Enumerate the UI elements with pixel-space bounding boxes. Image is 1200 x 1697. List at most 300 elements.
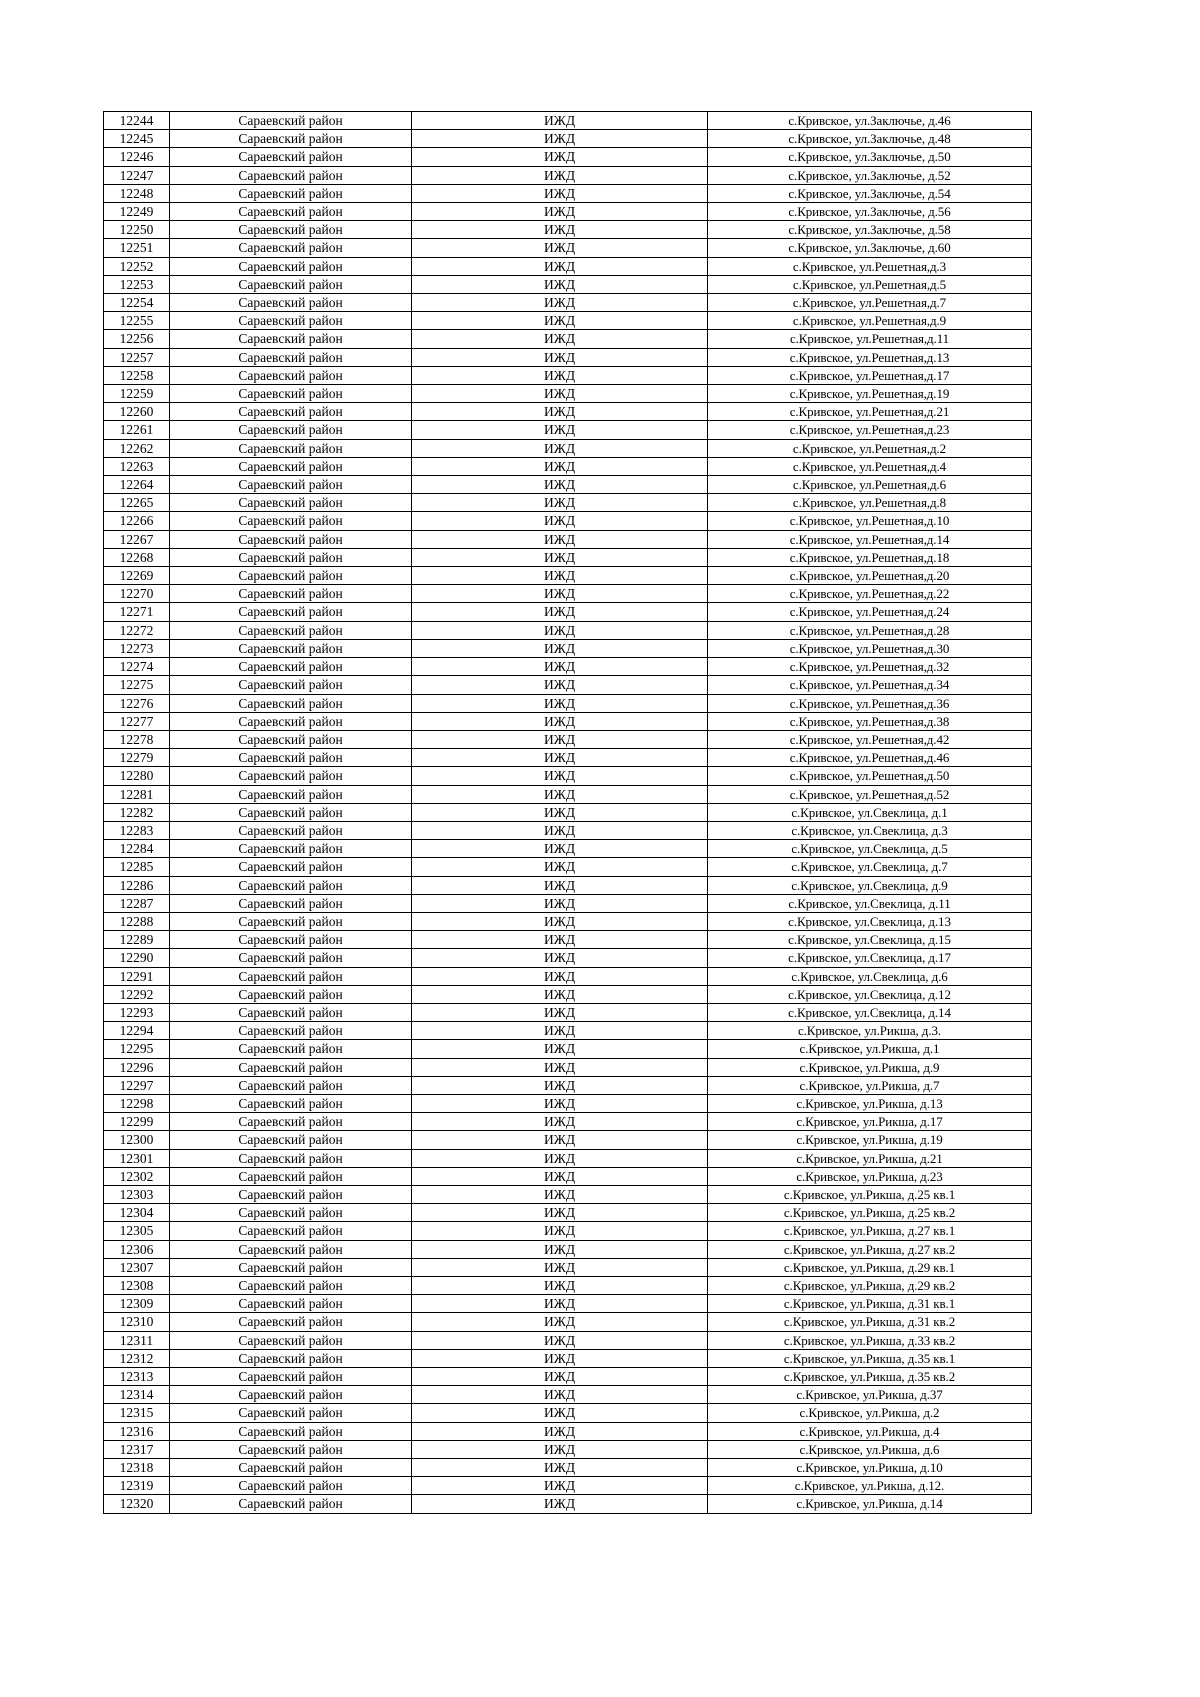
address-cell: с.Кривское, ул.Решетная,д.19 <box>708 385 1032 403</box>
object-type-cell: ИЖД <box>412 457 708 475</box>
row-number-cell: 12287 <box>104 894 170 912</box>
district-cell: Сараевский район <box>170 730 412 748</box>
district-cell: Сараевский район <box>170 1277 412 1295</box>
object-type-cell: ИЖД <box>412 931 708 949</box>
table-row <box>104 821 1032 839</box>
table-row <box>104 330 1032 348</box>
table-row <box>104 1258 1032 1276</box>
district-cell: Сараевский район <box>170 348 412 366</box>
row-number-cell: 12289 <box>104 931 170 949</box>
address-cell: с.Кривское, ул.Заключье, д.50 <box>708 148 1032 166</box>
address-cell: с.Кривское, ул.Решетная,д.42 <box>708 730 1032 748</box>
district-cell: Сараевский район <box>170 1204 412 1222</box>
address-cell: с.Кривское, ул.Решетная,д.30 <box>708 639 1032 657</box>
address-cell: с.Кривское, ул.Решетная,д.18 <box>708 548 1032 566</box>
row-number-cell: 12265 <box>104 494 170 512</box>
table-row <box>104 858 1032 876</box>
row-number-cell: 12274 <box>104 658 170 676</box>
object-type-cell: ИЖД <box>412 1204 708 1222</box>
district-cell: Сараевский район <box>170 366 412 384</box>
address-cell: с.Кривское, ул.Свеклица, д.13 <box>708 912 1032 930</box>
table-row <box>104 1349 1032 1367</box>
district-cell: Сараевский район <box>170 1131 412 1149</box>
district-cell: Сараевский район <box>170 257 412 275</box>
object-type-cell: ИЖД <box>412 894 708 912</box>
address-cell: с.Кривское, ул.Рикша, д.19 <box>708 1131 1032 1149</box>
object-type-cell: ИЖД <box>412 1258 708 1276</box>
row-number-cell: 12251 <box>104 239 170 257</box>
address-cell: с.Кривское, ул.Рикша, д.12. <box>708 1477 1032 1495</box>
district-cell: Сараевский район <box>170 1386 412 1404</box>
table-row <box>104 1477 1032 1495</box>
district-cell: Сараевский район <box>170 1331 412 1349</box>
row-number-cell: 12295 <box>104 1040 170 1058</box>
address-cell: с.Кривское, ул.Решетная,д.23 <box>708 421 1032 439</box>
row-number-cell: 12258 <box>104 366 170 384</box>
table-row <box>104 949 1032 967</box>
object-type-cell: ИЖД <box>412 476 708 494</box>
district-cell: Сараевский район <box>170 403 412 421</box>
row-number-cell: 12247 <box>104 166 170 184</box>
row-number-cell: 12296 <box>104 1058 170 1076</box>
table-row <box>104 1149 1032 1167</box>
address-cell: с.Кривское, ул.Рикша, д.9 <box>708 1058 1032 1076</box>
table-row <box>104 567 1032 585</box>
table-row <box>104 203 1032 221</box>
row-number-cell: 12253 <box>104 275 170 293</box>
address-cell: с.Кривское, ул.Заключье, д.46 <box>708 112 1032 130</box>
row-number-cell: 12291 <box>104 967 170 985</box>
row-number-cell: 12302 <box>104 1167 170 1185</box>
object-type-cell: ИЖД <box>412 803 708 821</box>
row-number-cell: 12281 <box>104 785 170 803</box>
row-number-cell: 12288 <box>104 912 170 930</box>
address-cell: с.Кривское, ул.Решетная,д.10 <box>708 512 1032 530</box>
object-type-cell: ИЖД <box>412 1440 708 1458</box>
table-row <box>104 366 1032 384</box>
address-cell: с.Кривское, ул.Рикша, д.4 <box>708 1422 1032 1440</box>
object-type-cell: ИЖД <box>412 166 708 184</box>
object-type-cell: ИЖД <box>412 275 708 293</box>
address-cell: с.Кривское, ул.Решетная,д.21 <box>708 403 1032 421</box>
district-cell: Сараевский район <box>170 1076 412 1094</box>
district-cell: Сараевский район <box>170 585 412 603</box>
table-row <box>104 1185 1032 1203</box>
object-type-cell: ИЖД <box>412 366 708 384</box>
row-number-cell: 12257 <box>104 348 170 366</box>
object-type-cell: ИЖД <box>412 330 708 348</box>
row-number-cell: 12280 <box>104 767 170 785</box>
district-cell: Сараевский район <box>170 1313 412 1331</box>
district-cell: Сараевский район <box>170 803 412 821</box>
district-cell: Сараевский район <box>170 1368 412 1386</box>
object-type-cell: ИЖД <box>412 512 708 530</box>
address-cell: с.Кривское, ул.Свеклица, д.5 <box>708 840 1032 858</box>
object-type-cell: ИЖД <box>412 294 708 312</box>
address-cell: с.Кривское, ул.Свеклица, д.15 <box>708 931 1032 949</box>
table-row <box>104 294 1032 312</box>
address-cell: с.Кривское, ул.Заключье, д.54 <box>708 184 1032 202</box>
object-type-cell: ИЖД <box>412 221 708 239</box>
object-type-cell: ИЖД <box>412 1495 708 1513</box>
district-cell: Сараевский район <box>170 639 412 657</box>
row-number-cell: 12259 <box>104 385 170 403</box>
row-number-cell: 12267 <box>104 530 170 548</box>
district-cell: Сараевский район <box>170 275 412 293</box>
table-row <box>104 1113 1032 1131</box>
address-cell: с.Кривское, ул.Решетная,д.14 <box>708 530 1032 548</box>
row-number-cell: 12272 <box>104 621 170 639</box>
row-number-cell: 12282 <box>104 803 170 821</box>
address-cell: с.Кривское, ул.Рикша, д.27 кв.2 <box>708 1240 1032 1258</box>
row-number-cell: 12316 <box>104 1422 170 1440</box>
object-type-cell: ИЖД <box>412 749 708 767</box>
row-number-cell: 12286 <box>104 876 170 894</box>
address-cell: с.Кривское, ул.Заключье, д.48 <box>708 130 1032 148</box>
object-type-cell: ИЖД <box>412 1404 708 1422</box>
table-row <box>104 876 1032 894</box>
district-cell: Сараевский район <box>170 1003 412 1021</box>
row-number-cell: 12293 <box>104 1003 170 1021</box>
table-row <box>104 1204 1032 1222</box>
object-type-cell: ИЖД <box>412 1459 708 1477</box>
row-number-cell: 12264 <box>104 476 170 494</box>
row-number-cell: 12285 <box>104 858 170 876</box>
table-row <box>104 148 1032 166</box>
address-cell: с.Кривское, ул.Решетная,д.7 <box>708 294 1032 312</box>
district-cell: Сараевский район <box>170 1094 412 1112</box>
address-cell: с.Кривское, ул.Решетная,д.13 <box>708 348 1032 366</box>
object-type-cell: ИЖД <box>412 1277 708 1295</box>
object-type-cell: ИЖД <box>412 821 708 839</box>
table-row <box>104 676 1032 694</box>
district-cell: Сараевский район <box>170 712 412 730</box>
table-row <box>104 239 1032 257</box>
district-cell: Сараевский район <box>170 512 412 530</box>
object-type-cell: ИЖД <box>412 148 708 166</box>
district-cell: Сараевский район <box>170 1404 412 1422</box>
district-cell: Сараевский район <box>170 1058 412 1076</box>
row-number-cell: 12252 <box>104 257 170 275</box>
district-cell: Сараевский район <box>170 421 412 439</box>
table-row <box>104 184 1032 202</box>
object-type-cell: ИЖД <box>412 567 708 585</box>
table-row <box>104 1440 1032 1458</box>
object-type-cell: ИЖД <box>412 312 708 330</box>
object-type-cell: ИЖД <box>412 1368 708 1386</box>
address-cell: с.Кривское, ул.Решетная,д.34 <box>708 676 1032 694</box>
table-row <box>104 767 1032 785</box>
row-number-cell: 12307 <box>104 1258 170 1276</box>
object-type-cell: ИЖД <box>412 1094 708 1112</box>
object-type-cell: ИЖД <box>412 767 708 785</box>
district-cell: Сараевский район <box>170 166 412 184</box>
object-type-cell: ИЖД <box>412 840 708 858</box>
address-cell: с.Кривское, ул.Решетная,д.3 <box>708 257 1032 275</box>
table-row <box>104 967 1032 985</box>
table-row <box>104 1058 1032 1076</box>
district-cell: Сараевский район <box>170 312 412 330</box>
object-type-cell: ИЖД <box>412 1022 708 1040</box>
district-cell: Сараевский район <box>170 1040 412 1058</box>
table-row <box>104 1459 1032 1477</box>
row-number-cell: 12263 <box>104 457 170 475</box>
row-number-cell: 12310 <box>104 1313 170 1331</box>
object-type-cell: ИЖД <box>412 1040 708 1058</box>
object-type-cell: ИЖД <box>412 421 708 439</box>
row-number-cell: 12298 <box>104 1094 170 1112</box>
district-cell: Сараевский район <box>170 821 412 839</box>
address-cell: с.Кривское, ул.Рикша, д.21 <box>708 1149 1032 1167</box>
row-number-cell: 12276 <box>104 694 170 712</box>
table-row <box>104 421 1032 439</box>
address-cell: с.Кривское, ул.Заключье, д.58 <box>708 221 1032 239</box>
object-type-cell: ИЖД <box>412 585 708 603</box>
object-type-cell: ИЖД <box>412 1076 708 1094</box>
table-row <box>104 694 1032 712</box>
district-cell: Сараевский район <box>170 931 412 949</box>
address-cell: с.Кривское, ул.Рикша, д.7 <box>708 1076 1032 1094</box>
table-row <box>104 712 1032 730</box>
address-cell: с.Кривское, ул.Свеклица, д.1 <box>708 803 1032 821</box>
district-cell: Сараевский район <box>170 530 412 548</box>
table-row <box>104 548 1032 566</box>
table-row <box>104 312 1032 330</box>
district-cell: Сараевский район <box>170 548 412 566</box>
district-cell: Сараевский район <box>170 221 412 239</box>
table-row <box>104 1404 1032 1422</box>
object-type-cell: ИЖД <box>412 1331 708 1349</box>
row-number-cell: 12306 <box>104 1240 170 1258</box>
table-row <box>104 1386 1032 1404</box>
district-cell: Сараевский район <box>170 876 412 894</box>
address-cell: с.Кривское, ул.Рикша, д.17 <box>708 1113 1032 1131</box>
table-row <box>104 1167 1032 1185</box>
table-row <box>104 1295 1032 1313</box>
table-row <box>104 112 1032 130</box>
address-cell: с.Кривское, ул.Решетная,д.22 <box>708 585 1032 603</box>
row-number-cell: 12250 <box>104 221 170 239</box>
row-number-cell: 12294 <box>104 1022 170 1040</box>
object-type-cell: ИЖД <box>412 1313 708 1331</box>
object-type-cell: ИЖД <box>412 858 708 876</box>
district-cell: Сараевский район <box>170 676 412 694</box>
table-row <box>104 1368 1032 1386</box>
row-number-cell: 12303 <box>104 1185 170 1203</box>
row-number-cell: 12262 <box>104 439 170 457</box>
row-number-cell: 12249 <box>104 203 170 221</box>
table-row <box>104 1040 1032 1058</box>
table-row <box>104 1313 1032 1331</box>
address-cell: с.Кривское, ул.Заключье, д.52 <box>708 166 1032 184</box>
district-cell: Сараевский район <box>170 1349 412 1367</box>
address-cell: с.Кривское, ул.Рикша, д.35 кв.2 <box>708 1368 1032 1386</box>
address-cell: с.Кривское, ул.Свеклица, д.17 <box>708 949 1032 967</box>
district-cell: Сараевский район <box>170 130 412 148</box>
district-cell: Сараевский район <box>170 494 412 512</box>
district-cell: Сараевский район <box>170 148 412 166</box>
table-row <box>104 785 1032 803</box>
row-number-cell: 12245 <box>104 130 170 148</box>
table-row <box>104 912 1032 930</box>
address-cell: с.Кривское, ул.Рикша, д.6 <box>708 1440 1032 1458</box>
district-cell: Сараевский район <box>170 1240 412 1258</box>
address-cell: с.Кривское, ул.Свеклица, д.9 <box>708 876 1032 894</box>
object-type-cell: ИЖД <box>412 912 708 930</box>
object-type-cell: ИЖД <box>412 1185 708 1203</box>
row-number-cell: 12273 <box>104 639 170 657</box>
table-row <box>104 530 1032 548</box>
object-type-cell: ИЖД <box>412 1477 708 1495</box>
district-cell: Сараевский район <box>170 1440 412 1458</box>
row-number-cell: 12261 <box>104 421 170 439</box>
object-type-cell: ИЖД <box>412 239 708 257</box>
object-type-cell: ИЖД <box>412 548 708 566</box>
address-cell: с.Кривское, ул.Рикша, д.35 кв.1 <box>708 1349 1032 1367</box>
address-cell: с.Кривское, ул.Решетная,д.46 <box>708 749 1032 767</box>
district-cell: Сараевский район <box>170 1459 412 1477</box>
district-cell: Сараевский район <box>170 1222 412 1240</box>
row-number-cell: 12314 <box>104 1386 170 1404</box>
object-type-cell: ИЖД <box>412 530 708 548</box>
address-cell: с.Кривское, ул.Рикша, д.3. <box>708 1022 1032 1040</box>
address-cell: с.Кривское, ул.Рикша, д.31 кв.1 <box>708 1295 1032 1313</box>
row-number-cell: 12256 <box>104 330 170 348</box>
table-row <box>104 512 1032 530</box>
address-cell: с.Кривское, ул.Решетная,д.36 <box>708 694 1032 712</box>
table-row <box>104 639 1032 657</box>
row-number-cell: 12270 <box>104 585 170 603</box>
row-number-cell: 12317 <box>104 1440 170 1458</box>
object-type-cell: ИЖД <box>412 1113 708 1131</box>
table-row <box>104 603 1032 621</box>
district-cell: Сараевский район <box>170 112 412 130</box>
row-number-cell: 12313 <box>104 1368 170 1386</box>
table-row <box>104 166 1032 184</box>
district-cell: Сараевский район <box>170 457 412 475</box>
table-row <box>104 840 1032 858</box>
district-cell: Сараевский район <box>170 1495 412 1513</box>
table-row <box>104 1094 1032 1112</box>
row-number-cell: 12254 <box>104 294 170 312</box>
table-row <box>104 585 1032 603</box>
table-row <box>104 894 1032 912</box>
object-type-cell: ИЖД <box>412 439 708 457</box>
table-row <box>104 348 1032 366</box>
address-cell: с.Кривское, ул.Рикша, д.10 <box>708 1459 1032 1477</box>
address-cell: с.Кривское, ул.Свеклица, д.14 <box>708 1003 1032 1021</box>
object-type-cell: ИЖД <box>412 712 708 730</box>
table-row <box>104 439 1032 457</box>
district-cell: Сараевский район <box>170 385 412 403</box>
object-type-cell: ИЖД <box>412 348 708 366</box>
address-cell: с.Кривское, ул.Решетная,д.11 <box>708 330 1032 348</box>
table-row <box>104 803 1032 821</box>
object-type-cell: ИЖД <box>412 658 708 676</box>
address-cell: с.Кривское, ул.Решетная,д.6 <box>708 476 1032 494</box>
table-row <box>104 621 1032 639</box>
object-type-cell: ИЖД <box>412 676 708 694</box>
district-cell: Сараевский район <box>170 985 412 1003</box>
district-cell: Сараевский район <box>170 1295 412 1313</box>
district-cell: Сараевский район <box>170 658 412 676</box>
object-type-cell: ИЖД <box>412 1422 708 1440</box>
address-cell: с.Кривское, ул.Решетная,д.2 <box>708 439 1032 457</box>
district-cell: Сараевский район <box>170 694 412 712</box>
table-row <box>104 1131 1032 1149</box>
row-number-cell: 12301 <box>104 1149 170 1167</box>
address-cell: с.Кривское, ул.Рикша, д.13 <box>708 1094 1032 1112</box>
table-row <box>104 476 1032 494</box>
row-number-cell: 12299 <box>104 1113 170 1131</box>
district-cell: Сараевский район <box>170 1422 412 1440</box>
address-cell: с.Кривское, ул.Рикша, д.31 кв.2 <box>708 1313 1032 1331</box>
object-type-cell: ИЖД <box>412 730 708 748</box>
address-cell: с.Кривское, ул.Рикша, д.2 <box>708 1404 1032 1422</box>
district-cell: Сараевский район <box>170 840 412 858</box>
district-cell: Сараевский район <box>170 767 412 785</box>
table-row <box>104 257 1032 275</box>
district-cell: Сараевский район <box>170 1149 412 1167</box>
table-row <box>104 931 1032 949</box>
address-cell: с.Кривское, ул.Свеклица, д.6 <box>708 967 1032 985</box>
district-cell: Сараевский район <box>170 203 412 221</box>
row-number-cell: 12292 <box>104 985 170 1003</box>
object-type-cell: ИЖД <box>412 967 708 985</box>
address-cell: с.Кривское, ул.Рикша, д.25 кв.1 <box>708 1185 1032 1203</box>
address-cell: с.Кривское, ул.Решетная,д.38 <box>708 712 1032 730</box>
object-type-cell: ИЖД <box>412 621 708 639</box>
address-cell: с.Кривское, ул.Решетная,д.24 <box>708 603 1032 621</box>
address-cell: с.Кривское, ул.Рикша, д.27 кв.1 <box>708 1222 1032 1240</box>
row-number-cell: 12266 <box>104 512 170 530</box>
address-cell: с.Кривское, ул.Рикша, д.23 <box>708 1167 1032 1185</box>
district-cell: Сараевский район <box>170 785 412 803</box>
register-table-body <box>104 112 1032 1514</box>
row-number-cell: 12312 <box>104 1349 170 1367</box>
district-cell: Сараевский район <box>170 1022 412 1040</box>
row-number-cell: 12300 <box>104 1131 170 1149</box>
address-cell: с.Кривское, ул.Свеклица, д.7 <box>708 858 1032 876</box>
housing-register-table <box>103 111 1032 1514</box>
table-row <box>104 985 1032 1003</box>
object-type-cell: ИЖД <box>412 694 708 712</box>
table-row <box>104 1495 1032 1513</box>
district-cell: Сараевский район <box>170 1185 412 1203</box>
address-cell: с.Кривское, ул.Рикша, д.1 <box>708 1040 1032 1058</box>
row-number-cell: 12315 <box>104 1404 170 1422</box>
table-row <box>104 1240 1032 1258</box>
object-type-cell: ИЖД <box>412 1240 708 1258</box>
row-number-cell: 12278 <box>104 730 170 748</box>
address-cell: с.Кривское, ул.Заключье, д.60 <box>708 239 1032 257</box>
table-row <box>104 658 1032 676</box>
object-type-cell: ИЖД <box>412 1349 708 1367</box>
address-cell: с.Кривское, ул.Заключье, д.56 <box>708 203 1032 221</box>
table-row <box>104 130 1032 148</box>
object-type-cell: ИЖД <box>412 985 708 1003</box>
row-number-cell: 12277 <box>104 712 170 730</box>
object-type-cell: ИЖД <box>412 1167 708 1185</box>
district-cell: Сараевский район <box>170 858 412 876</box>
row-number-cell: 12318 <box>104 1459 170 1477</box>
row-number-cell: 12319 <box>104 1477 170 1495</box>
object-type-cell: ИЖД <box>412 949 708 967</box>
address-cell: с.Кривское, ул.Решетная,д.28 <box>708 621 1032 639</box>
row-number-cell: 12308 <box>104 1277 170 1295</box>
district-cell: Сараевский район <box>170 967 412 985</box>
table-row <box>104 1022 1032 1040</box>
